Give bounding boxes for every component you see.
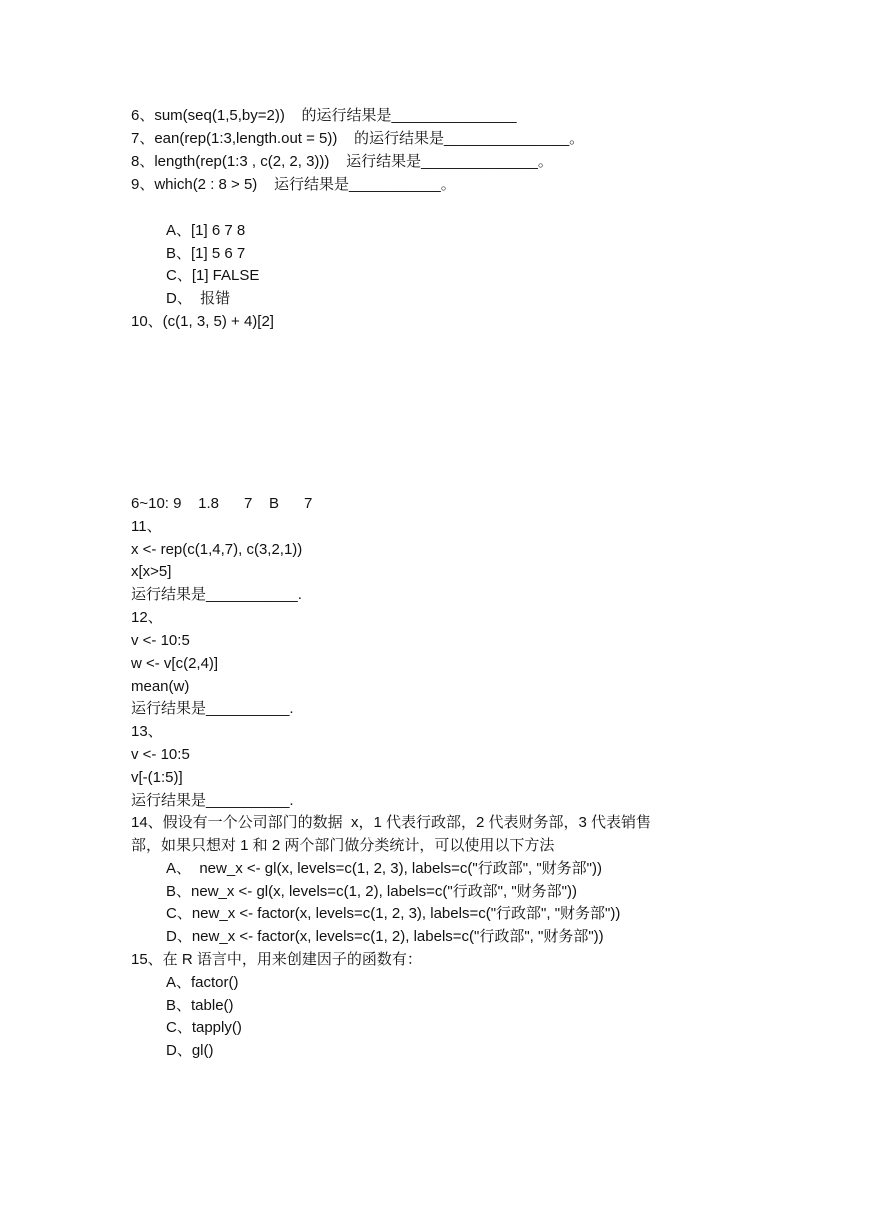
question-14-line-1: 14、假设有一个公司部门的数据 x，1 代表行政部，2 代表财务部，3 代表销售 <box>131 814 652 831</box>
answers-6-10: 6~10: 9 1.8 7 B 7 <box>131 495 313 512</box>
q14-option-b: B、new_x <- gl(x, levels=c(1, 2), labels=c("行政部", "财务部")) <box>166 883 577 900</box>
q13-code-line: v <- 10:5 <box>131 746 190 763</box>
q9-option-d: D、 报错 <box>166 290 231 307</box>
q9-option-b: B、[1] 5 6 7 <box>166 245 246 262</box>
q14-option-d: D、new_x <- factor(x, levels=c(1, 2), labels=c("行政部", "财务部")) <box>166 928 604 945</box>
q14-option-c: C、new_x <- factor(x, levels=c(1, 2, 3), labels=c("行政部", "财务部")) <box>166 905 621 922</box>
question-9: 9、which(2 : 8 > 5) 运行结果是___________。 <box>131 176 456 193</box>
q15-option-c: C、tapply() <box>166 1019 242 1036</box>
q15-option-a: A、factor() <box>166 974 239 991</box>
question-11-number: 11、 <box>131 518 162 535</box>
question-14-line-2: 部，如果只想对 1 和 2 两个部门做分类统计，可以使用以下方法 <box>131 837 555 854</box>
question-15: 15、在 R 语言中，用来创建因子的函数有： <box>131 951 422 968</box>
question-7: 7、ean(rep(1:3,length.out = 5)) 的运行结果是_______________。 <box>131 130 585 147</box>
q14-option-a: A、 new_x <- gl(x, levels=c(1, 2, 3), labels=c("行政部", "财务部")) <box>166 860 602 877</box>
question-8: 8、length(rep(1:3 , c(2, 2, 3))) 运行结果是______________。 <box>131 153 553 170</box>
q11-code-line: x <- rep(c(1,4,7), c(3,2,1)) <box>131 541 303 558</box>
q12-code-line: v <- 10:5 <box>131 632 190 649</box>
q15-option-b: B、table() <box>166 997 234 1014</box>
q13-prompt: 运行结果是__________. <box>131 792 294 809</box>
question-13-number: 13、 <box>131 723 163 740</box>
question-10: 10、(c(1, 3, 5) + 4)[2] <box>131 313 274 330</box>
q12-code-line: mean(w) <box>131 678 190 695</box>
q11-prompt: 运行结果是___________. <box>131 586 302 603</box>
q13-code-line: v[-(1:5)] <box>131 769 183 786</box>
question-12-number: 12、 <box>131 609 163 626</box>
q11-code-line: x[x>5] <box>131 563 172 580</box>
q9-option-a: A、[1] 6 7 8 <box>166 222 246 239</box>
q12-prompt: 运行结果是__________. <box>131 700 294 717</box>
q15-option-d: D、gl() <box>166 1042 214 1059</box>
question-6: 6、sum(seq(1,5,by=2)) 的运行结果是_______________ <box>131 107 517 124</box>
q12-code-line: w <- v[c(2,4)] <box>131 655 219 672</box>
q9-option-c: C、[1] FALSE <box>166 267 260 284</box>
